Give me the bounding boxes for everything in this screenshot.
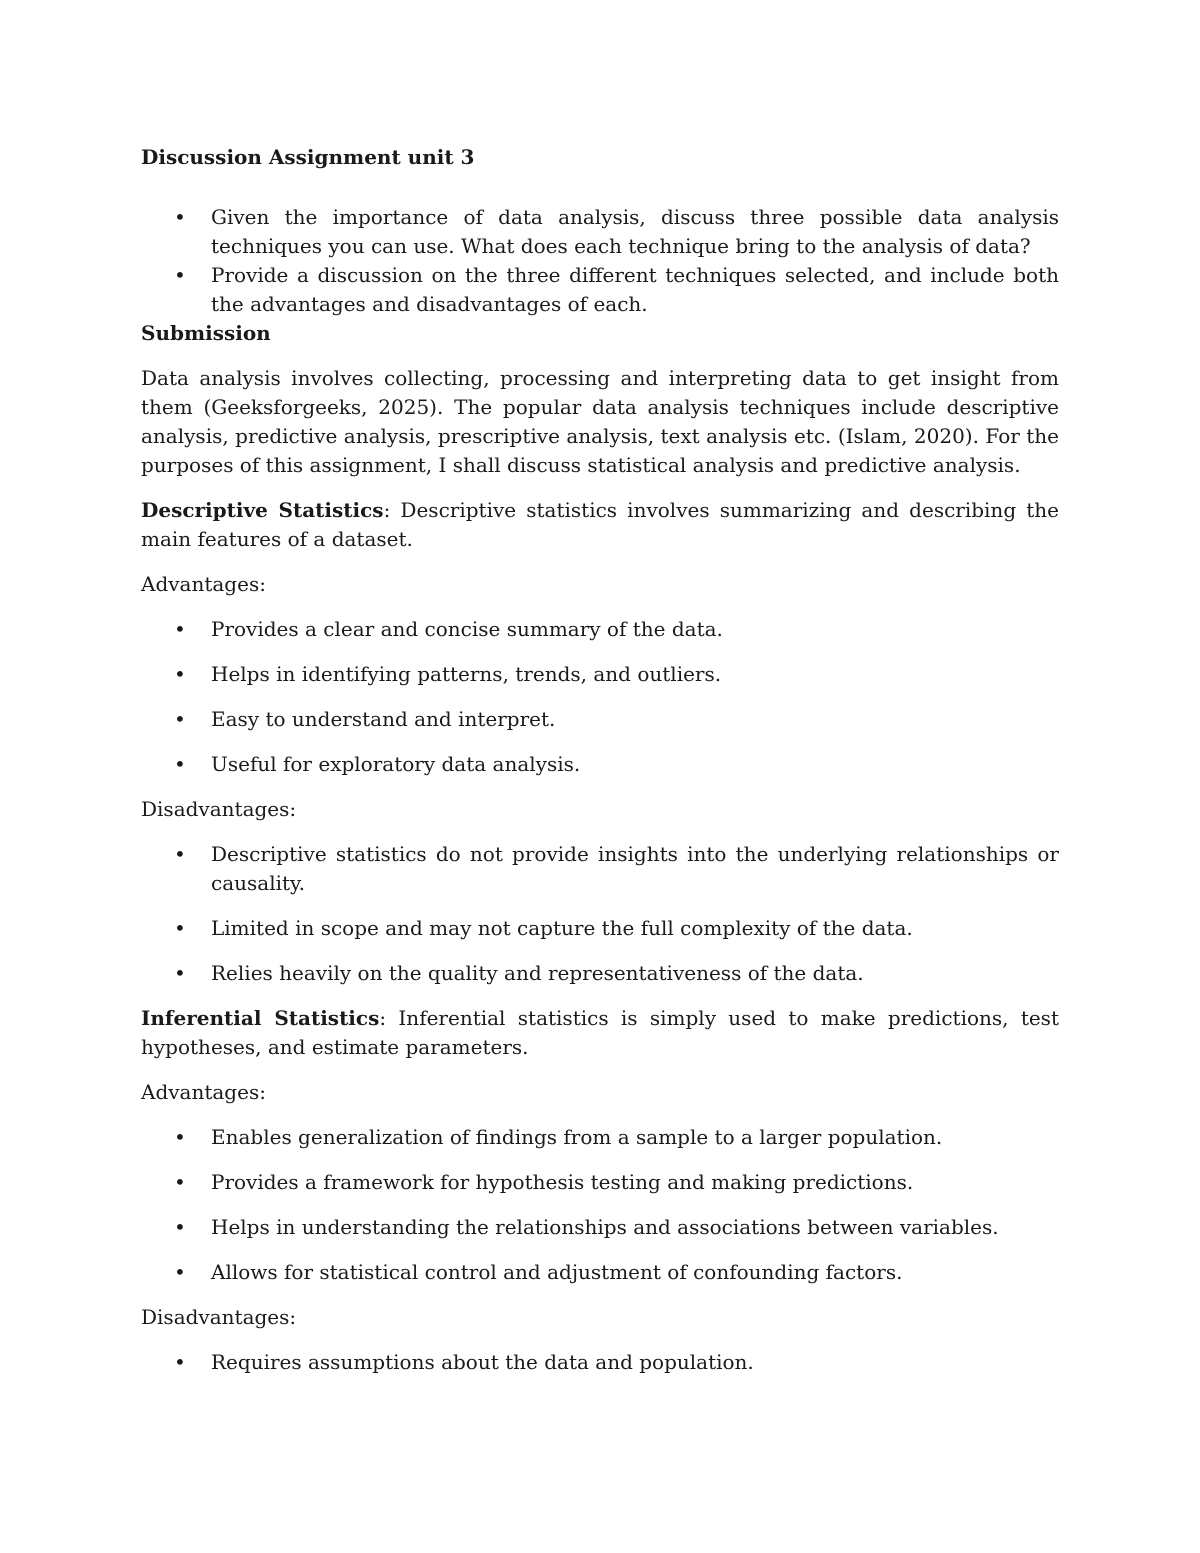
list-item-text: Relies heavily on the quality and representativeness of the data. <box>211 961 864 985</box>
list-item <box>141 750 1059 779</box>
list-item <box>141 1123 1059 1152</box>
inferential-advantages-list <box>141 1123 1059 1287</box>
inferential-term: Inferential Statistics <box>141 1006 380 1030</box>
bullet-icon: • <box>174 707 186 731</box>
list-item-text: Enables generalization of findings from a sample to a larger population. <box>211 1125 943 1149</box>
question-text: Given the importance of data analysis, discuss three possible data analysis techniques you can use. What does each technique bring to the analysis of data? <box>211 205 1059 258</box>
inferential-advantages-label: Advantages: <box>141 1080 266 1104</box>
list-item-text: Useful for exploratory data analysis. <box>211 752 581 776</box>
list-item-text: Descriptive statistics do not provide insights into the underlying relationships or causality. <box>211 842 1059 895</box>
descriptive-advantages-label: Advantages: <box>141 572 266 596</box>
inferential-disadvantages-label: Disadvantages: <box>141 1305 297 1329</box>
list-item <box>141 660 1059 689</box>
descriptive-definition <box>141 496 1059 554</box>
list-item-text: Easy to understand and interpret. <box>211 707 556 731</box>
bullet-icon: • <box>174 1125 186 1149</box>
list-item-text: Limited in scope and may not capture the full complexity of the data. <box>211 916 913 940</box>
question-list <box>141 203 1059 319</box>
descriptive-advantages-list <box>141 615 1059 779</box>
list-item <box>141 1348 1059 1377</box>
list-item <box>141 1168 1059 1197</box>
intro-paragraph: Data analysis involves collecting, processing and interpreting data to get insight from them (Geeksforgeeks, 2025). The popular data analysis techniques include descriptive analysis, predictive analysis, prescriptive analysis, text analysis etc. (Islam, 2020). For the purposes of this assignment, I shall discuss statistical analysis and predictive analysis. <box>141 366 1059 477</box>
bullet-icon: • <box>174 205 186 229</box>
bullet-icon: • <box>174 842 186 866</box>
inferential-disadvantages-list <box>141 1348 1059 1377</box>
list-item <box>141 959 1059 988</box>
question-item <box>141 261 1059 319</box>
list-item-text: Provides a clear and concise summary of the data. <box>211 617 723 641</box>
list-item <box>141 840 1059 898</box>
bullet-icon: • <box>174 961 186 985</box>
list-item-text: Allows for statistical control and adjustment of confounding factors. <box>211 1260 903 1284</box>
list-item-text: Helps in identifying patterns, trends, and outliers. <box>211 662 722 686</box>
list-item-text: Provides a framework for hypothesis testing and making predictions. <box>211 1170 914 1194</box>
descriptive-definition-text: : Descriptive statistics involves summarizing and describing the main features of a dataset. <box>141 498 1060 551</box>
inferential-definition <box>141 1004 1059 1062</box>
bullet-icon: • <box>174 916 186 940</box>
inferential-definition-text: : Inferential statistics is simply used to make predictions, test hypotheses, and estimate parameters. <box>141 1006 1059 1059</box>
bullet-icon: • <box>174 1170 186 1194</box>
list-item <box>141 705 1059 734</box>
bullet-icon: • <box>174 263 186 287</box>
bullet-icon: • <box>174 617 186 641</box>
bullet-icon: • <box>174 662 186 686</box>
bullet-icon: • <box>174 752 186 776</box>
document-page <box>141 143 1059 1393</box>
descriptive-disadvantages-list <box>141 840 1059 988</box>
list-item <box>141 615 1059 644</box>
list-item-text: Requires assumptions about the data and population. <box>211 1350 754 1374</box>
list-item <box>141 914 1059 943</box>
list-item-text: Helps in understanding the relationships and associations between variables. <box>211 1215 999 1239</box>
bullet-icon: • <box>174 1350 186 1374</box>
bullet-icon: • <box>174 1260 186 1284</box>
bullet-icon: • <box>174 1215 186 1239</box>
descriptive-term: Descriptive Statistics <box>141 498 384 522</box>
document-title: Discussion Assignment unit 3 <box>141 145 475 169</box>
question-text: Provide a discussion on the three different techniques selected, and include both the advantages and disadvantages of each. <box>211 263 1059 316</box>
list-item <box>141 1213 1059 1242</box>
descriptive-disadvantages-label: Disadvantages: <box>141 797 297 821</box>
question-item <box>141 203 1059 261</box>
submission-heading: Submission <box>141 321 271 345</box>
list-item <box>141 1258 1059 1287</box>
